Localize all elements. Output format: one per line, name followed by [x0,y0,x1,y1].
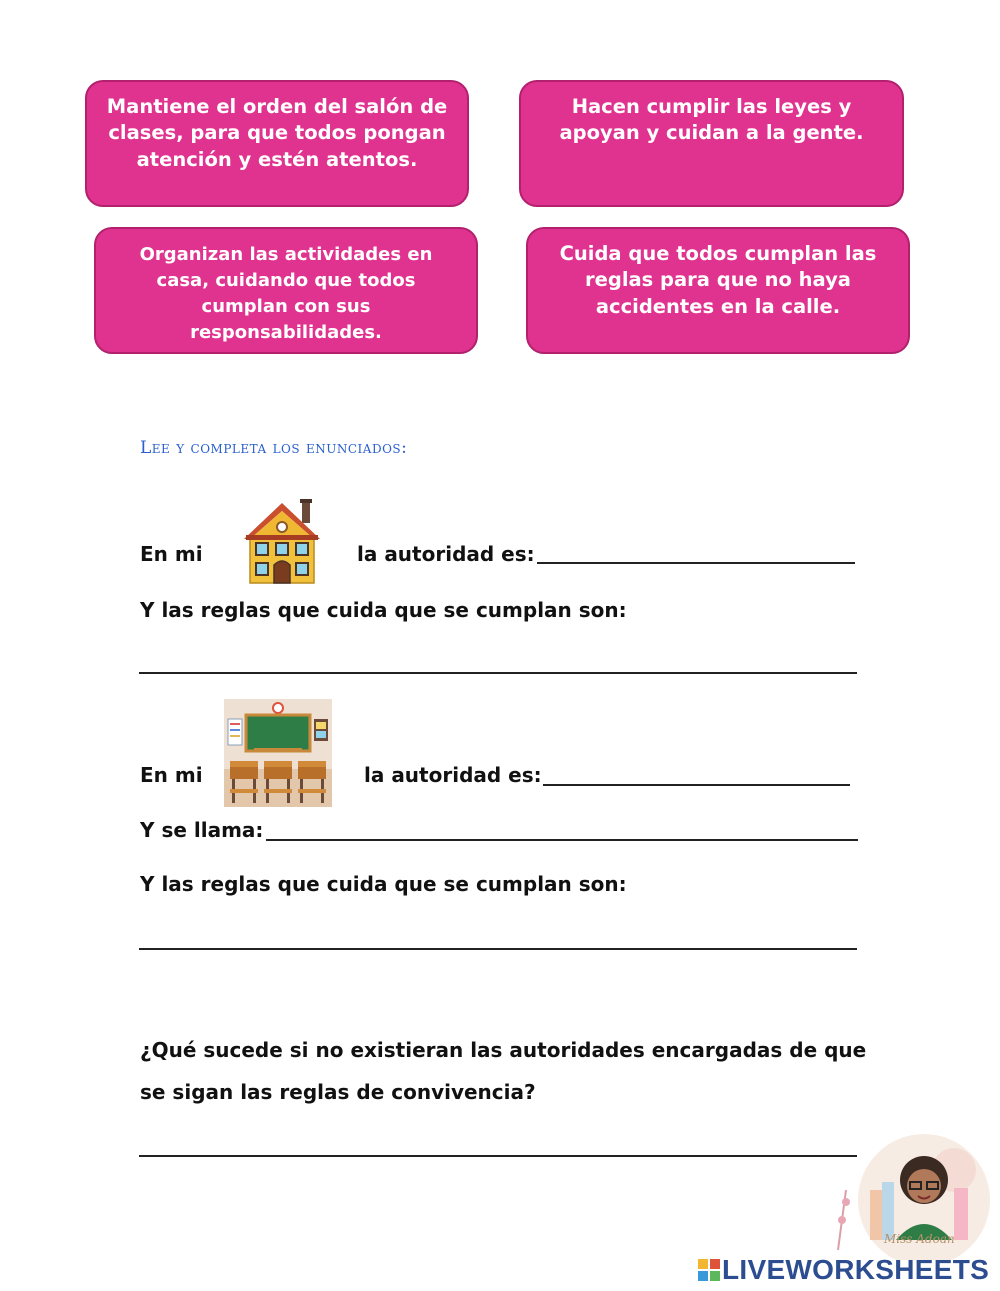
school-authority-label: la autoridad es: [364,763,542,787]
home-en-mi-label: En mi [140,542,203,566]
question-answer-blank[interactable] [139,1155,857,1157]
liveworksheets-logo-icon [698,1259,720,1281]
card-police-authority[interactable] [519,80,904,207]
question-line-2: se sigan las reglas de convivencia? [140,1080,536,1104]
home-authority-blank[interactable] [537,562,855,564]
card-text: Cuida que todos cumplan las reglas para que no haya accidentes en la calle. [559,242,877,318]
card-text: Organizan las actividades en casa, cuidando que todos cumplan con sus responsabilidades. [139,244,433,344]
school-rules-blank[interactable] [139,948,857,950]
school-rules-label: Y las reglas que cuida que se cumplan son: [140,872,627,896]
school-name-label: Y se llama: [140,818,264,842]
teacher-signature: Miss Adoan [884,1232,955,1246]
classroom-icon [224,699,332,807]
school-en-mi-label: En mi [140,763,203,787]
school-authority-blank[interactable] [543,784,850,786]
card-home-authority[interactable] [94,227,478,354]
card-classroom-authority[interactable] [85,80,469,207]
card-text: Mantiene el orden del salón de clases, para que todos pongan atención y estén atentos. [106,95,448,171]
question-line-1: ¿Qué sucede si no existieran las autoridades encargadas de que [140,1038,867,1062]
home-authority-label: la autoridad es: [357,542,535,566]
home-rules-label: Y las reglas que cuida que se cumplan son: [140,598,627,622]
home-rules-blank[interactable] [139,672,857,674]
liveworksheets-brand[interactable]: LIVEWORKSHEETS [722,1254,990,1285]
card-traffic-authority[interactable] [526,227,910,354]
instruction-heading: Lee y completa los enunciados: [140,438,408,458]
house-icon [242,499,322,585]
card-text: Hacen cumplir las leyes y apoyan y cuidan a la gente. [559,95,864,145]
school-name-blank[interactable] [266,839,858,841]
